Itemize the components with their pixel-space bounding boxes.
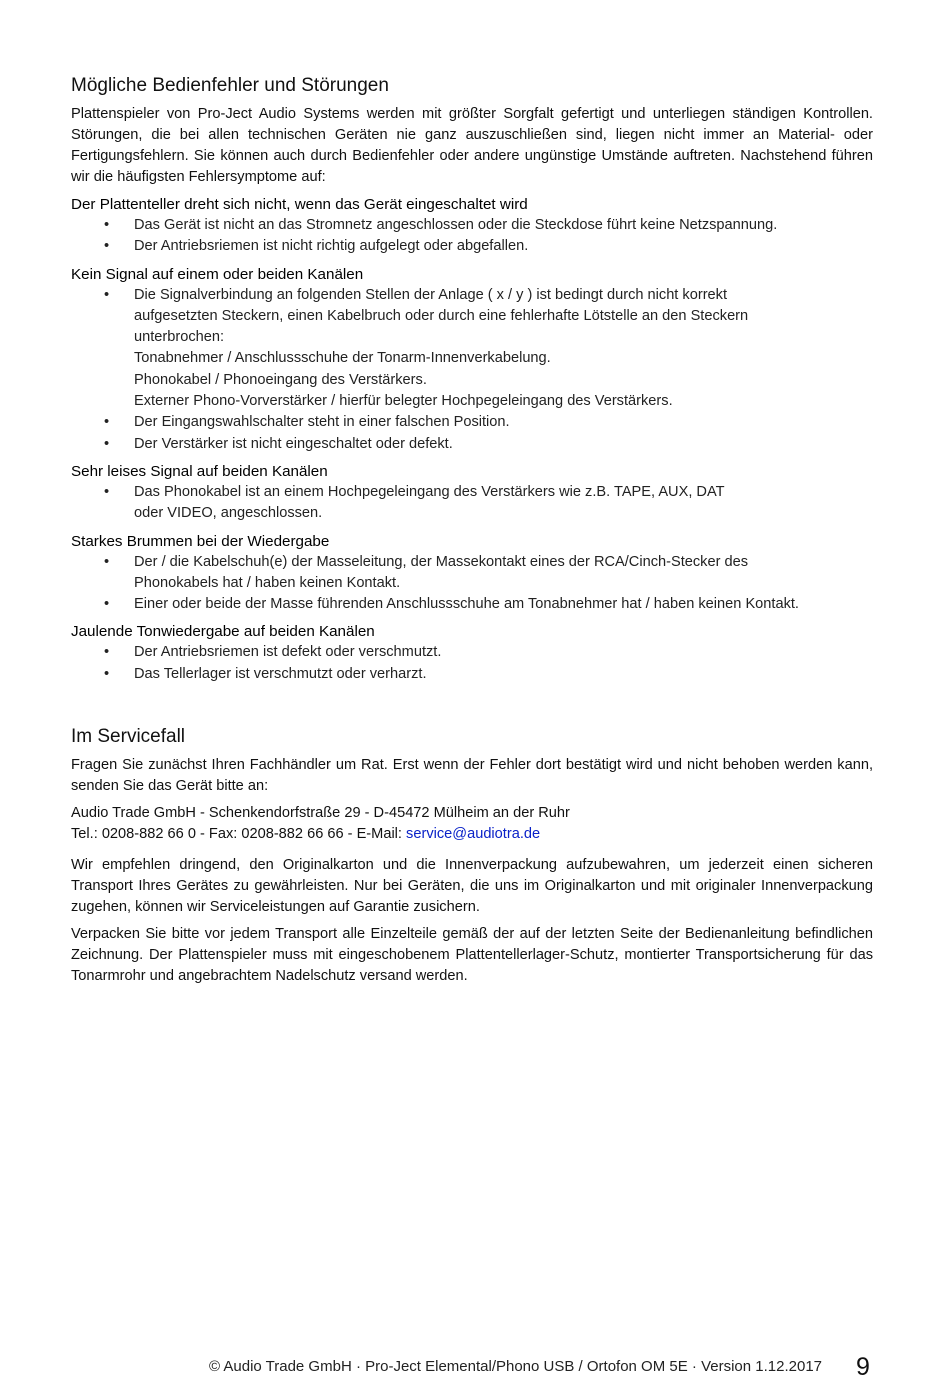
transport-paragraph: Verpacken Sie bitte vor jedem Transport alle Einzelteile gemäß der auf der letzten Seite der Bedienanleitung befindlichen Zeichnung. Der Plattenspieler muss mit eingeschobenem Plattentellerlager-Schutz, montierter Transportsicherung für das Tonarmrohr und angebrachtem Nadelschutz versand werden. xyxy=(71,926,873,985)
symptom-heading-no-signal: Kein Signal auf einem oder beiden Kanälen xyxy=(71,265,364,283)
list-item: • Der Eingangswahlschalter steht in einer falschen Position. xyxy=(104,414,510,431)
symptom-list xyxy=(71,552,873,616)
section-title-service: Im Servicefall xyxy=(71,726,186,748)
list-item: • Der Verstärker ist nicht eingeschaltet oder defekt. xyxy=(104,435,453,452)
service-contact: Tel.: 0208-882 66 0 - Fax: 0208-882 66 66 - E-Mail: service@audiotra.de xyxy=(71,826,541,843)
page-content xyxy=(71,74,873,987)
email-link[interactable]: service@audiotra.de xyxy=(406,826,541,843)
symptom-list xyxy=(71,215,873,258)
symptom-heading-hum: Starkes Brummen bei der Wiedergabe xyxy=(71,532,330,550)
symptom-heading-wow: Jaulende Tonwiedergabe auf beiden Kanälen xyxy=(71,623,375,641)
list-item: • Der / die Kabelschuh(e) der Masseleitung, der Massekontakt eines der RCA/Cinch-Stecker des Phonokabels hat / haben keinen Kontakt. xyxy=(104,553,749,591)
service-section xyxy=(71,725,873,987)
list-item: • Das Tellerlager ist verschmutzt oder verharzt. xyxy=(104,665,427,682)
service-paragraph: Fragen Sie zunächst Ihren Fachhändler um Rat. Erst wenn der Fehler dort bestätigt wird und nicht behoben werden kann, senden Sie das Gerät bitte an: xyxy=(71,757,873,795)
section-title-troubleshooting: Mögliche Bedienfehler und Störungen xyxy=(71,75,389,96)
footer-text: © Audio Trade GmbH · Pro-Ject Elemental/Phono USB / Ortofon OM 5E · Version 1.12.2017 xyxy=(208,1358,822,1375)
symptom-heading-turntable: Der Plattenteller dreht sich nicht, wenn das Gerät eingeschaltet wird xyxy=(71,196,528,213)
list-item: • Das Phonokabel ist an einem Hochpegeleingang des Verstärkers wie z.B. TAPE, AUX, DAT oder VIDEO, angeschlossen. xyxy=(104,483,725,522)
list-item: • Der Antriebsriemen ist nicht richtig aufgelegt oder abgefallen. xyxy=(104,238,529,255)
service-address: Audio Trade GmbH - Schenkendorfstraße 29 - D-45472 Mülheim an der Ruhr xyxy=(71,805,570,822)
page-number: 9 xyxy=(856,1353,870,1381)
list-item: • Der Antriebsriemen ist defekt oder verschmutzt. xyxy=(104,644,442,661)
intro-paragraph: Plattenspieler von Pro-Ject Audio Systems werden mit größter Sorgfalt gefertigt und unterliegen ständigen Kontrollen. Störungen, die bei allen technischen Geräten nie ganz auszuschließen sind, liegen nicht immer an Material- oder Fertigungsfehlern. Sie können auch durch Bedienfehler oder andere ungünstige Umstände auftreten. Nachstehend führen wir die häufigsten Fehlersymptome auf: xyxy=(71,106,873,185)
list-item: • Einer oder beide der Masse führenden Anschlussschuhe am Tonabnehmer hat / haben keinen Kontakt. xyxy=(104,596,799,613)
symptom-list xyxy=(71,642,873,685)
packaging-paragraph: Wir empfehlen dringend, den Originalkarton und die Innenverpackung aufzubewahren, um jederzeit einen sicheren Transport Ihres Gerätes zu gewährleisten. Nur bei Geräten, die uns im Originalkarton und mit originaler Innenverpackung zugehen, können wir Serviceleistungen auf Garantie zusichern. xyxy=(71,857,873,916)
symptom-list xyxy=(71,285,873,455)
symptom-list xyxy=(71,482,873,525)
symptom-heading-quiet-signal: Sehr leises Signal auf beiden Kanälen xyxy=(71,462,328,480)
list-item: • Die Signalverbindung an folgenden Stellen der Anlage ( x / y ) ist bedingt durch nicht korrekt aufgesetzten Steckern, einen Kabelbruch oder durch eine fehlerhafte Lötstelle an den Steckern unterbrochen: Tonabnehmer / Anschlussschuhe der Tonarm-Innenverkabelung. Phonokabel / Phonoeingang des Verstärkers. Externer Phono-Vorverstärker / hierfür belegter Hochpegeleingang des Verstärkers. xyxy=(104,286,749,410)
list-item: • Das Gerät ist nicht an das Stromnetz angeschlossen oder die Steckdose führt keine Netzspannung. xyxy=(104,217,778,233)
